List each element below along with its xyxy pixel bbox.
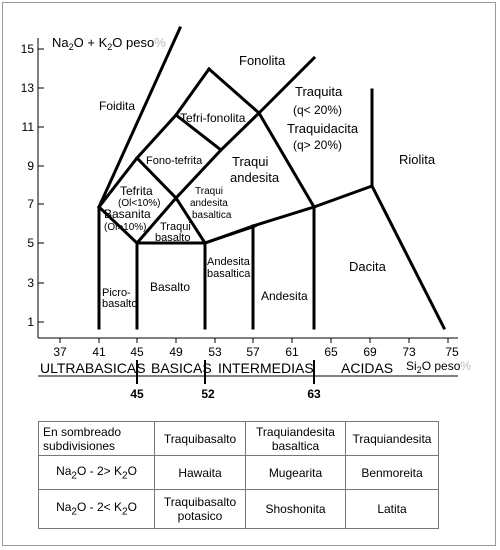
x-tick: 49	[169, 345, 183, 359]
region-tefri-fonolita: Tefri-fonolita	[180, 111, 246, 125]
region-basanita-ol: (Ol>10%)	[104, 222, 147, 233]
class-intermedias: INTERMEDIAS	[218, 360, 314, 376]
region-traquiandesita-basaltica-2: andesita	[190, 198, 228, 209]
region-tefrita: Tefrita	[120, 184, 153, 198]
class-basicas: BASICAS	[151, 360, 212, 376]
region-traquidacita-q: (q> 20%)	[293, 138, 343, 152]
y-tick: 5	[27, 236, 34, 250]
x-tick: 69	[363, 345, 377, 359]
silica-classes	[40, 360, 393, 376]
y-tick: 7	[27, 197, 34, 211]
table-cell: Benmoreita	[346, 456, 439, 490]
y-tick: 3	[27, 276, 34, 290]
table-row	[39, 456, 439, 490]
region-traquita-q: (q< 20%)	[293, 103, 343, 117]
region-riolita: Riolita	[399, 152, 436, 167]
x-tick: 37	[53, 345, 67, 359]
table-cell: Traquiandesita	[346, 422, 439, 456]
table-cell: Shoshonita	[246, 490, 346, 529]
region-traquiandesita-2: andesita	[230, 170, 280, 185]
region-foidita: Foidita	[99, 99, 136, 113]
table-cell: Traquibasalto	[155, 422, 246, 456]
x-tick: 53	[208, 345, 222, 359]
table-cell: Traquiandesita basaltica	[246, 422, 346, 456]
region-andesita-basaltica-2: basaltica	[207, 268, 251, 280]
region-traquibasalto-1: Traqui	[160, 221, 191, 233]
x-tick: 65	[324, 345, 338, 359]
x-axis-title: $Si_2O$ peso%	[406, 359, 472, 375]
region-picrobasalto-2: basalto	[102, 298, 138, 310]
region-traquidacita: Traquidacita	[287, 121, 359, 136]
class-ultrabasicas: ULTRABASICAS	[40, 360, 146, 376]
x-tick: 45	[130, 345, 144, 359]
region-andesita: Andesita	[261, 289, 308, 303]
table-cell-formula: $Na_2O - 2> K_2O$	[39, 456, 155, 490]
y-tick: 15	[20, 42, 34, 56]
region-basanita: Basanita	[104, 207, 151, 221]
subdivision-table	[38, 421, 439, 529]
region-fono-tefrita: Fono-tefrita	[146, 155, 203, 167]
region-dacita: Dacita	[349, 259, 386, 274]
x-tick: 41	[92, 345, 106, 359]
y-tick: 13	[20, 81, 34, 95]
table-cell: Latita	[346, 490, 439, 529]
region-fonolita: Fonolita	[239, 53, 286, 68]
table-cell: Hawaita	[155, 456, 246, 490]
region-traquiandesita-basaltica-1: Traqui	[195, 186, 223, 197]
region-traquiandesita-1: Traqui	[232, 154, 269, 169]
region-traquita: Traquita	[295, 84, 343, 99]
x-tick: 73	[402, 345, 416, 359]
x-tick: 61	[285, 345, 299, 359]
region-picrobasalto-1: Picro-	[102, 287, 131, 299]
table-cell: Mugearita	[246, 456, 346, 490]
table-row	[39, 490, 439, 529]
region-basalto: Basalto	[150, 280, 191, 294]
table-cell: Traquibasalto potasico	[155, 490, 246, 529]
y-tick: 9	[27, 159, 34, 173]
region-tefrita-ol: (Ol<10%)	[118, 198, 161, 209]
boundary-45: 45	[130, 387, 144, 401]
region-andesita-basaltica-1: Andesita	[207, 256, 250, 268]
table-cell: En sombreado subdivisiones	[39, 422, 155, 456]
table-row	[39, 422, 439, 456]
boundary-52: 52	[201, 387, 215, 401]
class-acidas: ACIDAS	[341, 360, 394, 376]
y-tick: 1	[27, 315, 34, 329]
region-traquibasalto-2: basalto	[155, 232, 191, 244]
x-tick: 75	[445, 345, 459, 359]
table-cell-formula: $Na_2O - 2< K_2O$	[39, 490, 155, 529]
y-axis-title: $Na_2O + K_2O$ peso%	[52, 35, 166, 52]
region-traquiandesita-basaltica-3: basaltica	[192, 210, 232, 221]
y-tick-labels	[21, 42, 35, 329]
boundary-63: 63	[307, 387, 321, 401]
boundary-inner	[99, 69, 209, 207]
x-tick: 57	[246, 345, 260, 359]
y-tick: 11	[21, 120, 34, 134]
x-tick-labels	[53, 345, 459, 359]
